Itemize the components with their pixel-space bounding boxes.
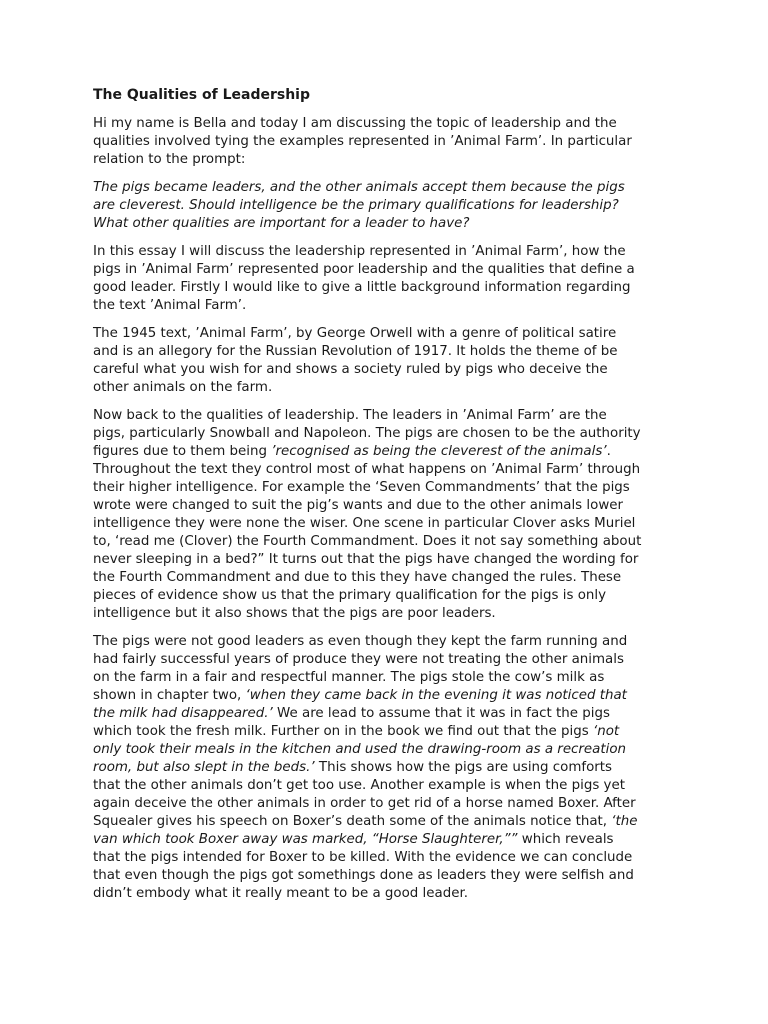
body-text: intelligence they were none the wiser. One scene in particular Clover asks Muriel [93, 516, 636, 531]
body-text: pigs in ’Animal Farm’ represented poor leadership and the qualities that define a [93, 262, 635, 277]
text-line [93, 425, 683, 443]
text-line [93, 651, 683, 669]
text-line [93, 179, 683, 197]
text-line [93, 379, 683, 397]
text-line [93, 215, 683, 233]
text-line [93, 831, 683, 849]
body-text: that the pigs intended for Boxer to be killed. With the evidence we can conclude [93, 850, 633, 865]
body-text: careful what you wish for and shows a society ruled by pigs who deceive the [93, 362, 608, 377]
text-line [93, 407, 683, 425]
text-line [93, 243, 683, 261]
body-text: pigs, particularly Snowball and Napoleon. The pigs are chosen to be the authority [93, 426, 641, 441]
text-line [93, 151, 683, 169]
body-text: never sleeping in a bed?” It turns out that the pigs have changed the wording for [93, 552, 639, 567]
text-line [93, 115, 683, 133]
body-text: The pigs became leaders, and the other animals accept them because the pigs [93, 180, 625, 195]
body-text: the text ’Animal Farm’. [93, 298, 247, 313]
body-text: on the farm in a fair and respectful manner. The pigs stole the cow’s milk as [93, 670, 605, 685]
text-line [93, 795, 683, 813]
text-line [93, 443, 683, 461]
body-text: which took the fresh milk. Further on in the book we find out that the pigs [93, 724, 593, 739]
text-line [93, 461, 683, 479]
quote-text: only took their meals in the kitchen and used the drawing-room as a recreation [93, 742, 627, 757]
intro-paragraph [93, 115, 683, 169]
quote-text: ‘not [592, 724, 620, 739]
background-paragraph [93, 325, 683, 397]
text-line [93, 569, 683, 587]
body-text: relation to the prompt: [93, 152, 246, 167]
text-line [93, 551, 683, 569]
body-text: qualities involved tying the examples represented in ’Animal Farm’. In particular [93, 134, 632, 149]
text-line [93, 297, 683, 315]
text-line [93, 777, 683, 795]
text-line [93, 867, 683, 885]
body-text: are cleverest. Should intelligence be the primary qualifications for leadership? [93, 198, 619, 213]
quote-text: the milk had disappeared.’ [93, 706, 273, 721]
intelligence-paragraph [93, 407, 683, 623]
body-text: had fairly successful years of produce they were not treating the other animals [93, 652, 624, 667]
body-text: Now back to the qualities of leadership. The leaders in ’Animal Farm’ are the [93, 408, 607, 423]
text-line [93, 669, 683, 687]
quote-text: ’recognised as being the cleverest of the animals’ [271, 444, 607, 459]
text-line [93, 885, 683, 903]
body-text: . [606, 444, 611, 459]
body-text: the Fourth Commandment and due to this they have changed the rules. These [93, 570, 622, 585]
text-line [93, 813, 683, 831]
quote-text: van which took Boxer away was marked, “Horse Slaughterer,”” [93, 832, 518, 847]
body-text: didn’t embody what it really meant to be a good leader. [93, 886, 468, 901]
body-text: to, ‘read me (Clover) the Fourth Commandment. Does it not say something about [93, 534, 642, 549]
quote-text: ‘the [611, 814, 638, 829]
prompt-paragraph [93, 179, 683, 233]
quote-text: ‘when they came back in the evening it was noticed that [245, 688, 627, 703]
quote-text: room, but also slept in the beds.’ [93, 760, 315, 775]
text-line [93, 741, 683, 759]
document-content [93, 86, 683, 913]
text-line [93, 261, 683, 279]
text-line [93, 605, 683, 623]
text-line [93, 515, 683, 533]
body-text: and is an allegory for the Russian Revolution of 1917. It holds the theme of be [93, 344, 618, 359]
text-line [93, 325, 683, 343]
text-line [93, 705, 683, 723]
body-text: What other qualities are important for a leader to have? [93, 216, 470, 231]
outline-paragraph [93, 243, 683, 315]
body-text: intelligence but it also shows that the pigs are poor leaders. [93, 606, 496, 621]
body-text: again deceive the other animals in order to get rid of a horse named Boxer. After [93, 796, 636, 811]
body-text: figures due to them being [93, 444, 272, 459]
body-text: We are lead to assume that it was in fact the pigs [272, 706, 610, 721]
body-text: Hi my name is Bella and today I am discussing the topic of leadership and the [93, 116, 617, 131]
body-text: which reveals [517, 832, 614, 847]
body-text: The 1945 text, ’Animal Farm’, by George Orwell with a genre of political satire [93, 326, 617, 341]
text-line [93, 197, 683, 215]
body-text: good leader. Firstly I would like to give a little background information regarding [93, 280, 631, 295]
text-line [93, 279, 683, 297]
body-text: that the other animals don’t get too use. Another example is when the pigs yet [93, 778, 625, 793]
document-title: The Qualities of Leadership [93, 87, 310, 103]
body-text: shown in chapter two, [93, 688, 246, 703]
body-text: Throughout the text they control most of what happens on ’Animal Farm’ through [93, 462, 641, 477]
text-line [93, 479, 683, 497]
body-text: In this essay I will discuss the leadership represented in ’Animal Farm’, how the [93, 244, 626, 259]
text-line [93, 759, 683, 777]
poor-leaders-paragraph [93, 633, 683, 903]
body-text: The pigs were not good leaders as even though they kept the farm running and [93, 634, 628, 649]
text-line [93, 533, 683, 551]
text-line [93, 361, 683, 379]
body-text: wrote were changed to suit the pig’s wants and due to the other animals lower [93, 498, 624, 513]
text-line [93, 687, 683, 705]
body-text: other animals on the farm. [93, 380, 273, 395]
body-text: their higher intelligence. For example the ‘Seven Commandments’ that the pigs [93, 480, 630, 495]
body-text: pieces of evidence show us that the primary qualification for the pigs is only [93, 588, 607, 603]
text-line [93, 133, 683, 151]
text-line [93, 723, 683, 741]
paragraph-list [93, 115, 683, 903]
text-line [93, 343, 683, 361]
body-text: Squealer gives his speech on Boxer’s death some of the animals notice that, [93, 814, 612, 829]
body-text: This shows how the pigs are using comforts [314, 760, 613, 775]
text-line [93, 849, 683, 867]
text-line [93, 587, 683, 605]
body-text: that even though the pigs got somethings done as leaders they were selfish and [93, 868, 634, 883]
text-line [93, 633, 683, 651]
text-line [93, 497, 683, 515]
